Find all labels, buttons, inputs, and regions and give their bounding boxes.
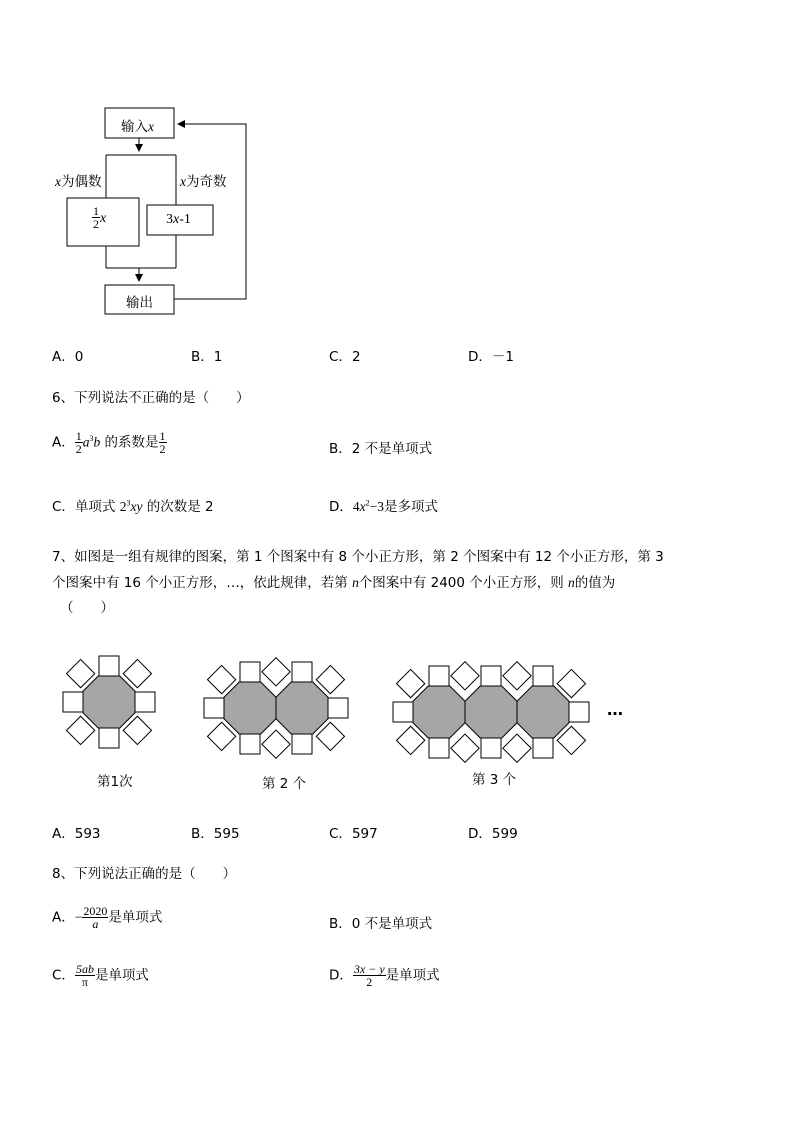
q7-option-a: A．593 — [52, 826, 101, 842]
small-square-diagonal — [503, 662, 531, 690]
q7-option-d: D．599 — [468, 826, 518, 842]
q6-stem: 6、下列说法不正确的是（ ） — [52, 390, 250, 406]
small-square — [533, 738, 553, 758]
q6-option-b: B．2 不是单项式 — [329, 441, 433, 457]
input-text: 输入 — [121, 119, 148, 135]
half-num: 1 — [93, 204, 99, 218]
q5-option-b: B．1 — [191, 349, 223, 365]
right-box-var: x — [173, 212, 180, 227]
q7-line1: 7、如图是一组有规律的图案，第 1 个图案中有 8 个小正方形，第 2 个图案中有 12 个小正方形，第 3 — [52, 549, 664, 565]
small-square — [429, 738, 449, 758]
small-square — [204, 698, 224, 718]
q8-option-b: B．0 不是单项式 — [329, 916, 433, 932]
small-square — [99, 728, 119, 748]
q5-option-a: A．0 — [52, 349, 84, 365]
input-var: x — [148, 119, 154, 134]
small-square — [292, 734, 312, 754]
left-box-var: x — [100, 211, 107, 226]
q7-line3: （ ） — [60, 600, 114, 616]
q8-stem: 8、下列说法正确的是（ ） — [52, 866, 237, 882]
small-square — [63, 692, 83, 712]
right-box-pre: 3 — [166, 212, 173, 227]
left-cond-text: 为偶数 — [61, 174, 102, 190]
small-square-diagonal — [451, 662, 479, 690]
small-square-diagonal — [503, 734, 531, 762]
half-den: 2 — [93, 217, 99, 231]
q7-option-b: B．595 — [191, 826, 240, 842]
small-square — [328, 698, 348, 718]
output-label: 输出 — [126, 295, 153, 311]
q8-option-d: D． $\frac{3x - y}{2}$ 是单项式 — [329, 962, 440, 989]
q6-option-a: A． $\frac{1}{2}$ $a^3b$ 的系数是 $\frac{1}{2}$ — [52, 429, 166, 456]
fig-label-3: 第 3 个 — [472, 772, 517, 788]
q7-option-c: C．597 — [329, 826, 378, 842]
left-box-expression — [92, 205, 106, 230]
octagon — [224, 682, 276, 734]
input-label — [121, 115, 154, 135]
small-square-diagonal — [262, 658, 290, 686]
small-square — [240, 734, 260, 754]
small-square-diagonal — [262, 730, 290, 758]
right-condition — [180, 170, 227, 190]
small-square — [393, 702, 413, 722]
small-square — [292, 662, 312, 682]
octagon — [465, 686, 517, 738]
small-square — [135, 692, 155, 712]
q8-option-a: A．− $\frac{2020}{a}$ 是单项式 — [52, 904, 163, 931]
left-cond-var: x — [55, 174, 61, 189]
small-square — [429, 666, 449, 686]
small-square — [481, 738, 501, 758]
octagon — [83, 676, 135, 728]
octagon — [517, 686, 569, 738]
q5-option-d: D．－1 — [468, 349, 514, 365]
q5-option-c: C．2 — [329, 349, 361, 365]
right-cond-text: 为奇数 — [186, 174, 227, 190]
q6-option-d: D．$4x^2-3$是多项式 — [329, 498, 439, 515]
flowchart — [0, 0, 300, 330]
fig-label-2: 第 2 个 — [262, 776, 307, 792]
right-cond-var: x — [180, 174, 186, 189]
octagon — [276, 682, 328, 734]
right-box-expression — [166, 212, 191, 228]
small-square — [569, 702, 589, 722]
fig-label-1: 第1次 — [97, 774, 133, 790]
small-square — [481, 666, 501, 686]
small-square-diagonal — [451, 734, 479, 762]
q7-line2: 个图案中有 16 个小正方形，…，依此规律，若第 n个图案中有 2400 个小正方形，则 n的值为 — [52, 575, 616, 591]
q8-option-c: C． $\frac{5ab}{\pi}$ 是单项式 — [52, 962, 149, 989]
flowchart-lines — [0, 0, 300, 330]
fig-ellipsis: … — [607, 700, 623, 719]
small-square — [533, 666, 553, 686]
pattern-figure — [0, 640, 794, 800]
small-square — [99, 656, 119, 676]
q6-option-c: C．单项式 $2^3xy$ 的次数是 2 — [52, 498, 214, 515]
right-box-post: -1 — [179, 212, 191, 227]
left-condition — [55, 170, 102, 190]
octagon — [413, 686, 465, 738]
small-square — [240, 662, 260, 682]
